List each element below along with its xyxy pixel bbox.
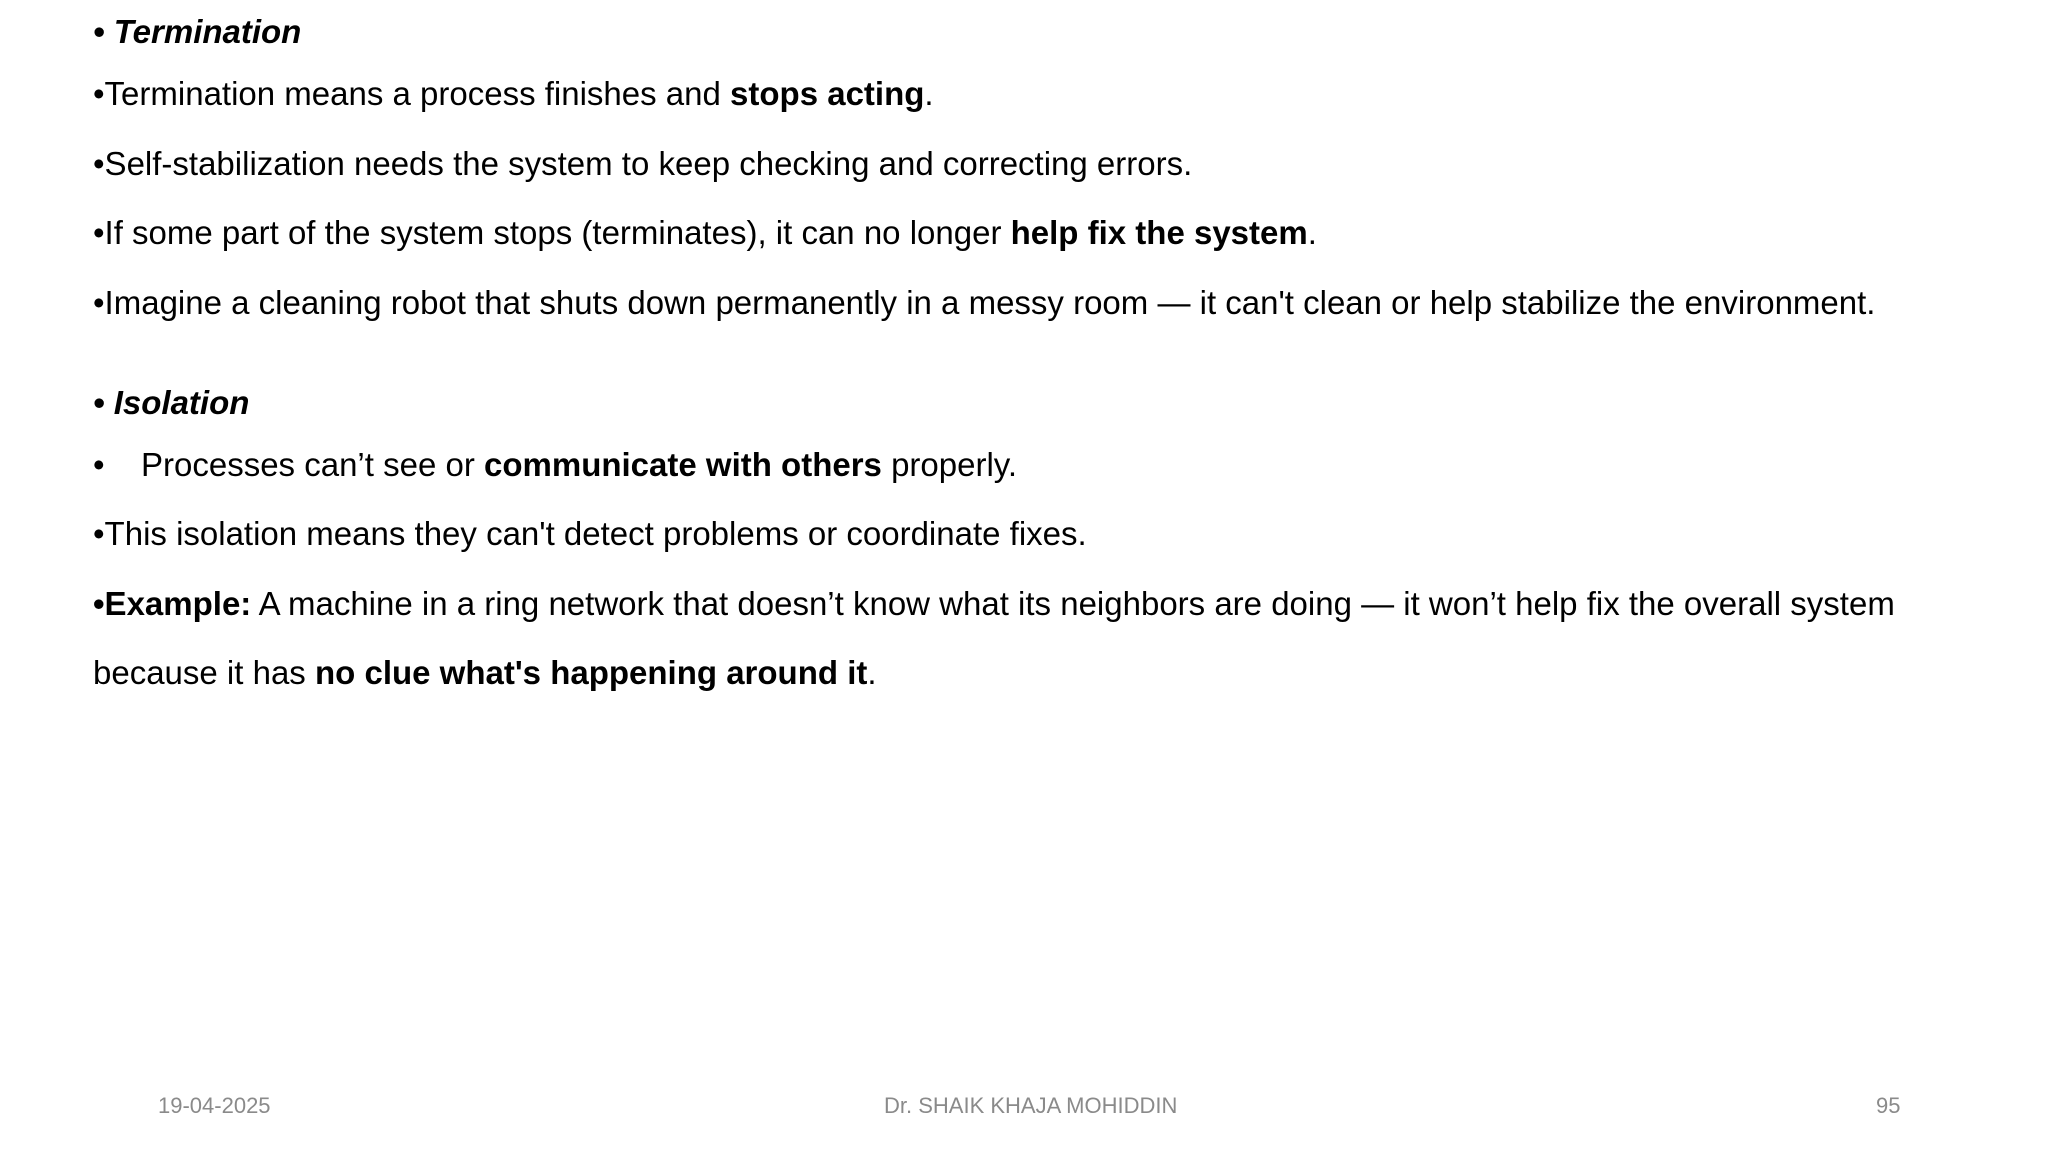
bullet-end: . [1307, 214, 1317, 251]
footer-author: Dr. SHAIK KHAJA MOHIDDIN [884, 1093, 1178, 1118]
isolation-bullet-3-continuation [93, 653, 877, 693]
bullet-bold-lead: •Example: [93, 585, 252, 622]
bullet-end: . [867, 654, 877, 691]
footer-date: 19-04-2025 [158, 1093, 271, 1118]
termination-heading: • Termination [93, 13, 302, 50]
bullet-bold-text: help fix the system [1010, 214, 1308, 251]
bullet-bold-text: no clue what's happening around it [314, 654, 868, 691]
bullet-end: properly. [881, 446, 1018, 483]
bullet-text: because it has [93, 654, 315, 691]
bullet-text: •Self-stabilization needs the system to keep checking and correcting errors. [93, 145, 1193, 182]
bullet-text: Processes can’t see or [141, 446, 484, 483]
bullet-text: A machine in a ring network that doesn’t know what its neighbors are doing — it won’t help fix the overall system [251, 585, 1895, 622]
termination-bullet-4 [93, 283, 1875, 323]
bullet-text: •Imagine a cleaning robot that shuts down permanently in a messy room — it can't clean or help stabilize the environment. [93, 284, 1876, 321]
isolation-bullet-2 [93, 514, 1087, 554]
termination-bullet-3 [93, 213, 1317, 253]
bullet-text: •Termination means a process finishes and [93, 75, 731, 112]
termination-bullet-2 [93, 144, 1192, 184]
isolation-bullet-1 [93, 445, 1017, 485]
bullet-text: •If some part of the system stops (terminates), it can no longer [93, 214, 1011, 251]
bullet-bold-text: stops acting [730, 75, 925, 112]
termination-bullet-1 [93, 74, 934, 114]
footer-page-number: 95 [1876, 1093, 1901, 1118]
bullet-text: •This isolation means they can't detect problems or coordinate fixes. [93, 515, 1087, 552]
bullet-end: . [924, 75, 934, 112]
bullet-mark: • [93, 446, 105, 483]
bullet-bold-text: communicate with others [484, 446, 882, 483]
isolation-bullet-3 [93, 584, 1895, 624]
isolation-heading: • Isolation [93, 384, 250, 421]
